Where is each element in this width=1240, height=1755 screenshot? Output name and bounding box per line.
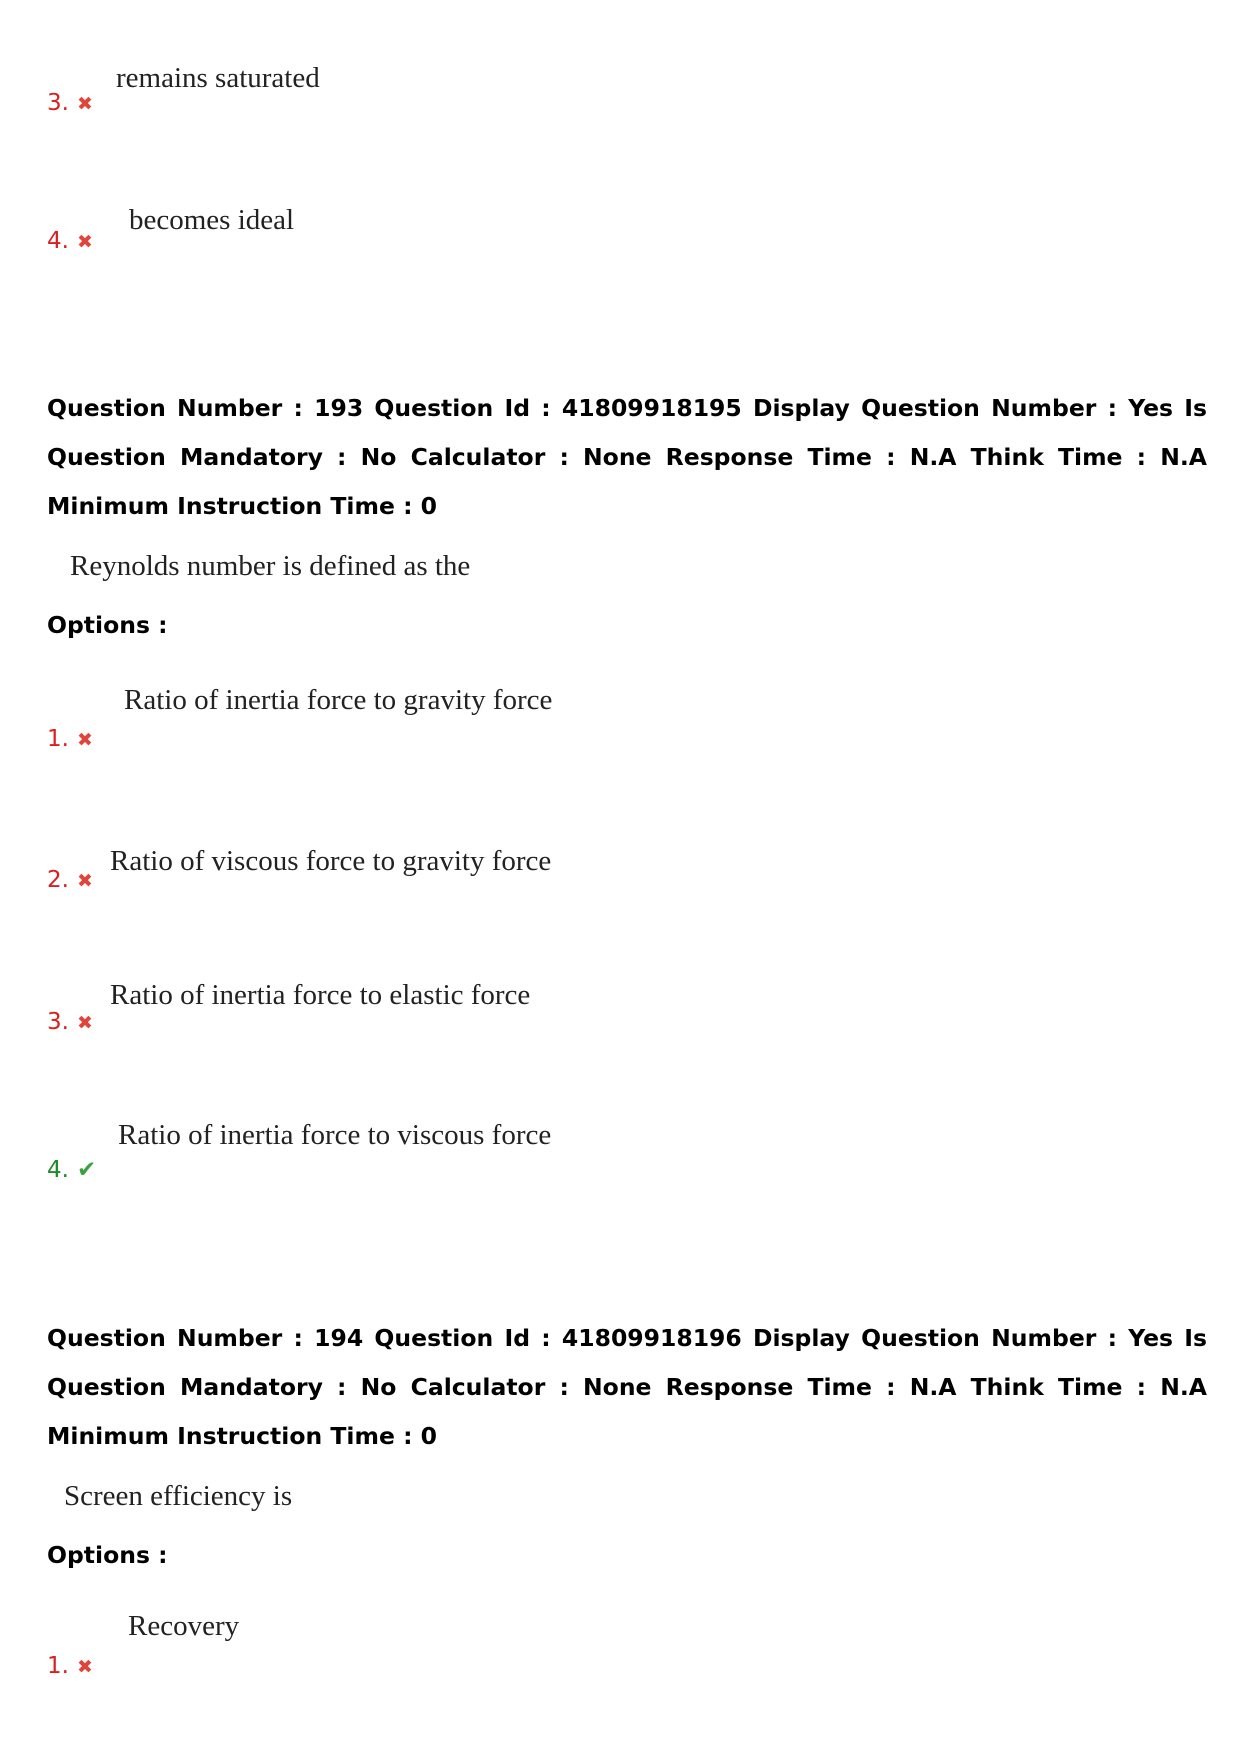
cross-icon: ✖ bbox=[76, 231, 93, 253]
option-number: 2. bbox=[47, 867, 69, 893]
option-text: becomes ideal bbox=[129, 204, 295, 236]
option-text: Ratio of inertia force to viscous force bbox=[118, 1119, 552, 1151]
option-number: 4. bbox=[47, 228, 69, 254]
cross-icon: ✖ bbox=[76, 1656, 93, 1678]
question-stem: Screen efficiency is bbox=[64, 1480, 293, 1512]
options-label: Options : bbox=[47, 1541, 168, 1569]
cross-icon: ✖ bbox=[76, 93, 93, 115]
option-number: 3. bbox=[47, 90, 69, 116]
options-label: Options : bbox=[47, 611, 168, 639]
option-text: Ratio of viscous force to gravity force bbox=[110, 845, 552, 877]
option-number-wrong bbox=[47, 230, 93, 253]
option-number-wrong bbox=[47, 1011, 93, 1034]
check-icon: ✔ bbox=[76, 1157, 97, 1183]
option-number-wrong bbox=[47, 869, 93, 892]
option-number-wrong bbox=[47, 92, 93, 115]
question-meta: Question Number : 193 Question Id : 41809918195 Display Question Number : Yes Is Question Mandatory : No Calculator : None Response Time : N.A Think Time : N.A Minimum Instruction Time : 0 bbox=[47, 394, 1207, 520]
option-text: remains saturated bbox=[116, 62, 320, 94]
option-number: 1. bbox=[47, 1653, 69, 1679]
cross-icon: ✖ bbox=[76, 729, 93, 751]
option-number: 1. bbox=[47, 726, 69, 752]
option-number: 4. bbox=[47, 1157, 69, 1183]
question-meta: Question Number : 194 Question Id : 41809918196 Display Question Number : Yes Is Question Mandatory : No Calculator : None Response Time : N.A Think Time : N.A Minimum Instruction Time : 0 bbox=[47, 1324, 1207, 1450]
option-number-wrong bbox=[47, 1655, 93, 1678]
option-text: Ratio of inertia force to elastic force bbox=[110, 979, 531, 1011]
option-number-wrong bbox=[47, 728, 93, 751]
option-text: Ratio of inertia force to gravity force bbox=[124, 684, 553, 716]
question-stem: Reynolds number is defined as the bbox=[70, 550, 471, 582]
cross-icon: ✖ bbox=[76, 870, 93, 892]
option-number-correct bbox=[47, 1159, 96, 1182]
cross-icon: ✖ bbox=[76, 1012, 93, 1034]
option-number: 3. bbox=[47, 1009, 69, 1035]
option-text: Recovery bbox=[128, 1610, 240, 1642]
